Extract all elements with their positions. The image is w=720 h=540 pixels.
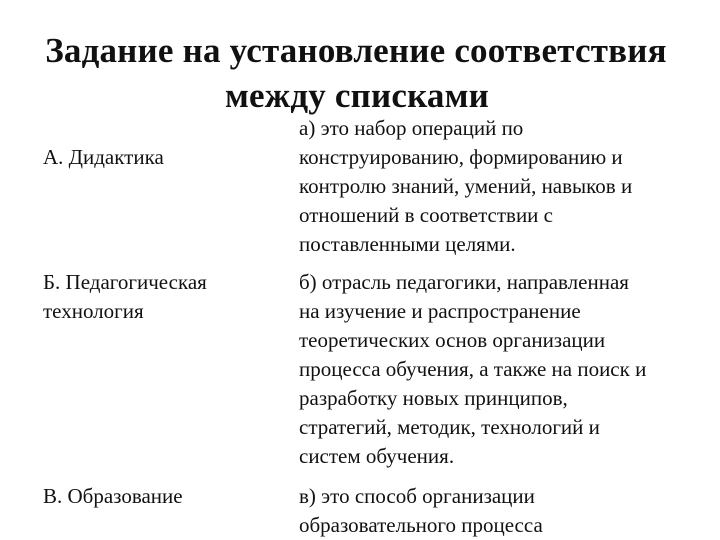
term-a-line: А. Дидактика [43,145,164,169]
slide-title [0,28,720,118]
definition-c-line-2: образовательного процесса [299,513,543,537]
term-b-line-2: технология [43,299,144,323]
definition-c-line-1: в) это способ организации [299,484,535,508]
term-b-line-1: Б. Педагогическая [43,270,207,294]
definition-b-line-6: стратегий, методик, технологий и [299,415,600,439]
definition-a-line-2: конструированию, формированию и [299,145,623,169]
slide-title-line-2: между списками [224,76,490,115]
definition-c [299,482,714,540]
definition-a-line-3: контролю знаний, умений, навыков и [299,174,633,198]
definition-b-line-5: разработку новых принципов, [299,386,568,410]
definition-a [299,114,714,259]
definition-a-line-1: а) это набор операций по [299,116,524,140]
definition-b-line-4: процесса обучения, а также на поиск и [299,357,647,381]
definition-a-line-5: поставленными целями. [299,232,516,256]
term-c [43,482,278,511]
definition-a-line-4: отношений в соответствии с [299,203,553,227]
definition-b [299,268,714,471]
term-a [43,143,278,172]
slide-title-line-1: Задание на установление соответствия [45,31,667,70]
definition-b-line-2: на изучение и распространение [299,299,581,323]
term-c-line: В. Образование [43,484,183,508]
term-b [43,268,278,326]
definition-b-line-1: б) отрасль педагогики, направленная [299,270,629,294]
definition-b-line-7: систем обучения. [299,444,455,468]
definition-b-line-3: теоретических основ организации [299,328,606,352]
